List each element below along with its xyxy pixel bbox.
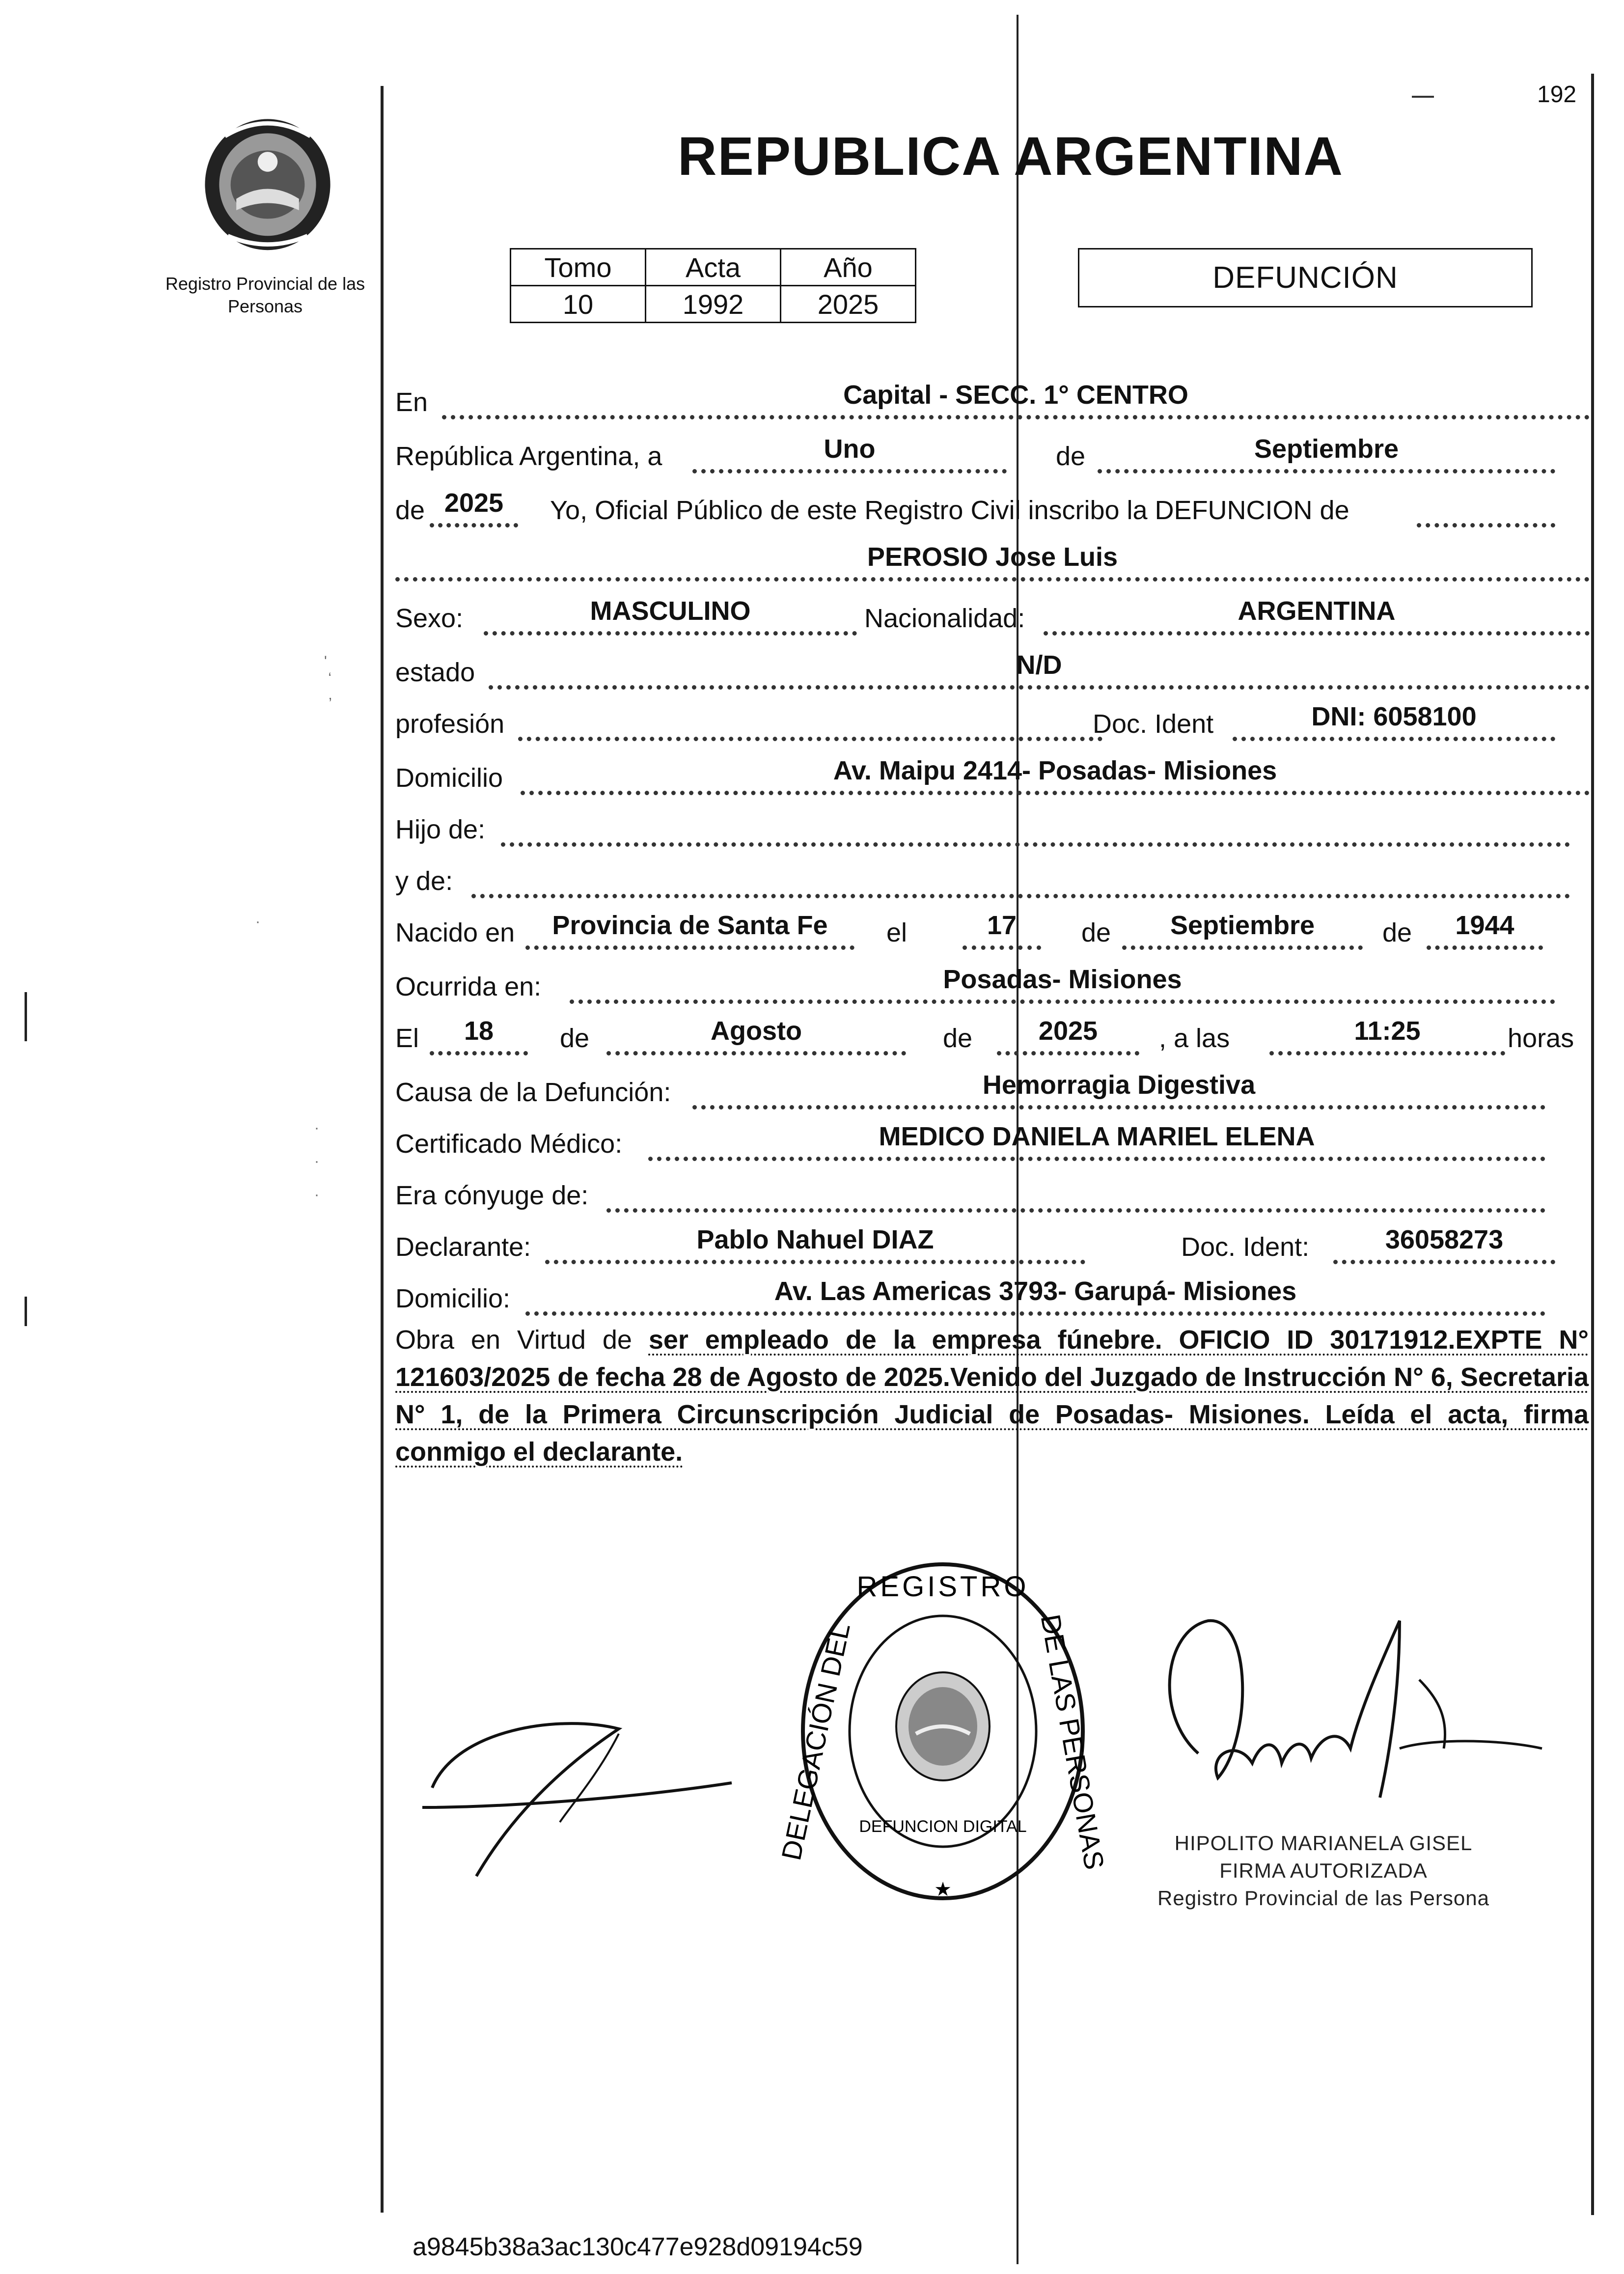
dia-field [692,425,1007,473]
def-de2-label: de [943,1024,973,1053]
causa-field [692,1061,1545,1109]
obra-prefix: Obra en Virtud de [395,1325,632,1355]
nac-mes-field [1122,901,1363,950]
en-label: En [395,388,428,417]
row-estado [395,634,1590,687]
domicilio2-label: Domicilio: [395,1284,511,1313]
ocurrida-label: Ocurrida en: [395,972,542,1001]
row-conyuge [395,1157,1590,1210]
def-dia-field [430,1007,528,1055]
def-anio-value: 2025 [1038,1016,1098,1046]
certificado-field [648,1112,1545,1161]
mes-field [1098,425,1555,473]
certificado-value: MEDICO DANIELA MARIEL ELENA [879,1122,1315,1151]
domicilio2-value: Av. Las Americas 3793- Garupá- Misiones [774,1276,1297,1306]
sexo-value: MASCULINO [590,596,751,626]
left-margin-rule [381,86,384,2213]
certificado-label: Certificado Médico: [395,1129,623,1159]
signer-name: HIPOLITO MARIANELA GISEL [1174,1831,1473,1855]
svg-text:★: ★ [934,1879,952,1900]
yde-label: y de: [395,866,453,896]
nacido-field [525,901,854,950]
en-value: Capital - SECC. 1° CENTRO [843,380,1188,410]
hora-value: 11:25 [1354,1016,1421,1046]
scan-mark [25,992,27,1041]
hora-field [1269,1007,1505,1055]
doc-ident-value: DNI: 6058100 [1311,702,1477,731]
doc-ident2-field [1333,1216,1555,1264]
acta-header: Acta [646,249,781,286]
nac-de2-label: de [1382,918,1412,947]
profesion-field [518,693,1102,741]
signer-role: FIRMA AUTORIZADA [1219,1859,1428,1882]
domicilio-field [521,747,1590,795]
declarante-signature-icon [413,1660,756,1881]
yde-field [471,850,1570,898]
estado-label: estado [395,658,475,687]
nac-mes-value: Septiembre [1170,911,1315,940]
anio-field [430,479,518,527]
hijo-field [501,798,1570,847]
signature-block [1152,1830,1495,1912]
ocurrida-field [570,955,1555,1004]
row-nacido [395,894,1590,947]
register-table [510,248,916,323]
domicilio-label: Domicilio [395,763,503,793]
republica-label: República Argentina, a [395,442,662,471]
scan-dots-3: · · · [314,1120,319,1203]
doc-ident2-value: 36058273 [1385,1225,1504,1254]
svg-text:DELEGACIÓN DEL: DELEGACIÓN DEL [775,1620,856,1863]
row-declarante [395,1208,1590,1262]
el-label: el [886,918,908,947]
document-type-box: DEFUNCIÓN [1078,248,1533,307]
page-title: REPUBLICA ARGENTINA [678,126,1344,187]
obra-text: ser empleado de la empresa fúnebre. OFICIO ID 30171912.EXPTE N° 121603/2025 de fecha 28 de Agosto de 2025.Venido del Juzgado de Instrucción N° 6, Secretaria N° 1, de la Primera Circunscripción Judicial de Posadas- Misiones. Leída el acta, firma conmigo el declarante. [395,1325,1589,1467]
doc-ident-label: Doc. Ident [1093,709,1214,739]
dia-value: Uno [824,434,876,464]
corner-mark [1412,96,1434,98]
nombre-field [395,533,1590,582]
signer-office: Registro Provincial de las Persona [1157,1886,1489,1910]
row-sexo [395,580,1590,633]
nacionalidad-field [1044,587,1590,636]
tomo-value: 10 [511,286,646,323]
row-certificado [395,1105,1590,1159]
nombre-value: PEROSIO Jose Luis [867,542,1118,572]
doc-ident2-label: Doc. Ident: [1181,1232,1310,1262]
el2-label: El [395,1024,419,1053]
page-number: 192 [1537,82,1577,108]
sexo-label: Sexo: [395,604,464,633]
acta-value: 1992 [646,286,781,323]
row-profesion [395,685,1590,739]
scan-dots-2: · [255,914,260,930]
row-en [395,363,1590,417]
row-ocurrida [395,948,1590,1001]
authorized-signature-icon [1125,1591,1547,1837]
row-republica [395,417,1590,471]
obra-paragraph [395,1321,1589,1470]
register-header-row [511,249,916,286]
conyuge-label: Era cónyuge de: [395,1181,589,1210]
row-fecha-defuncion [395,999,1590,1053]
province-seal-icon [196,111,339,253]
causa-value: Hemorragia Digestiva [982,1070,1256,1100]
domicilio-value: Av. Maipu 2414- Posadas- Misiones [833,756,1277,785]
conyuge-field [606,1164,1545,1213]
nacido-label: Nacido en [395,918,515,947]
estado-value: N/D [1016,650,1062,680]
nac-anio-value: 1944 [1455,911,1514,940]
anio-value: 2025 [781,286,916,323]
def-de-label: de [560,1024,590,1053]
estado-field [489,641,1590,690]
profesion-label: profesión [395,709,505,739]
document-hash: a9845b38a3ac130c477e928d09194c59 [413,2233,863,2261]
row-domicilio2 [395,1260,1590,1313]
register-value-row [511,286,916,323]
horas-label: horas [1508,1024,1574,1053]
row-nombre [395,526,1590,575]
anio-header: Año [781,249,916,286]
hijo-label: Hijo de: [395,815,486,844]
yo-text: Yo, Oficial Público de este Registro Civil inscribo la DEFUNCION de [550,496,1349,525]
right-margin-rule [1591,74,1594,2215]
svg-text:DEFUNCION DIGITAL: DEFUNCION DIGITAL [859,1817,1027,1836]
sexo-field [484,587,857,636]
nac-de-label: de [1081,918,1111,947]
causa-label: Causa de la Defunción: [395,1078,671,1107]
de-label: de [1056,442,1086,471]
nacionalidad-label: Nacionalidad: [864,604,1025,633]
official-stamp-icon [775,1557,1110,1906]
doc-ident-field [1233,693,1555,741]
row-anio [395,471,1590,525]
mes-value: Septiembre [1254,434,1399,464]
en-field [442,371,1590,419]
defuncion-de-field [1417,479,1555,527]
declarante-field [545,1216,1085,1264]
svg-text:REGISTRO: REGISTRO [856,1571,1029,1603]
svg-text:DE LAS PERSONAS: DE LAS PERSONAS [1035,1612,1110,1872]
nac-dia-field [963,901,1041,950]
row-causa [395,1054,1590,1107]
nac-dia-value: 17 [987,911,1017,940]
def-mes-value: Agosto [711,1016,802,1046]
def-mes-field [606,1007,906,1055]
scan-dots: ' ‘ , [324,653,332,703]
declarante-label: Declarante: [395,1232,531,1262]
def-anio-field [997,1007,1139,1055]
tomo-header: Tomo [511,249,646,286]
declarante-value: Pablo Nahuel DIAZ [696,1225,934,1254]
de-anio-label: de [395,496,425,525]
alas-label: , a las [1159,1024,1230,1053]
row-yde [395,842,1590,896]
def-dia-value: 18 [464,1016,494,1046]
nac-anio-field [1427,901,1543,950]
nacionalidad-value: ARGENTINA [1238,596,1396,626]
row-domicilio [395,739,1590,793]
anio-value: 2025 [444,488,504,518]
ocurrida-value: Posadas- Misiones [943,965,1182,994]
row-hijo [395,791,1590,844]
nacido-value: Provincia de Santa Fe [552,911,828,940]
scan-mark-2 [25,1297,27,1326]
domicilio2-field [525,1267,1545,1316]
registro-provincial-label: Registro Provincial de las Personas [165,274,365,316]
